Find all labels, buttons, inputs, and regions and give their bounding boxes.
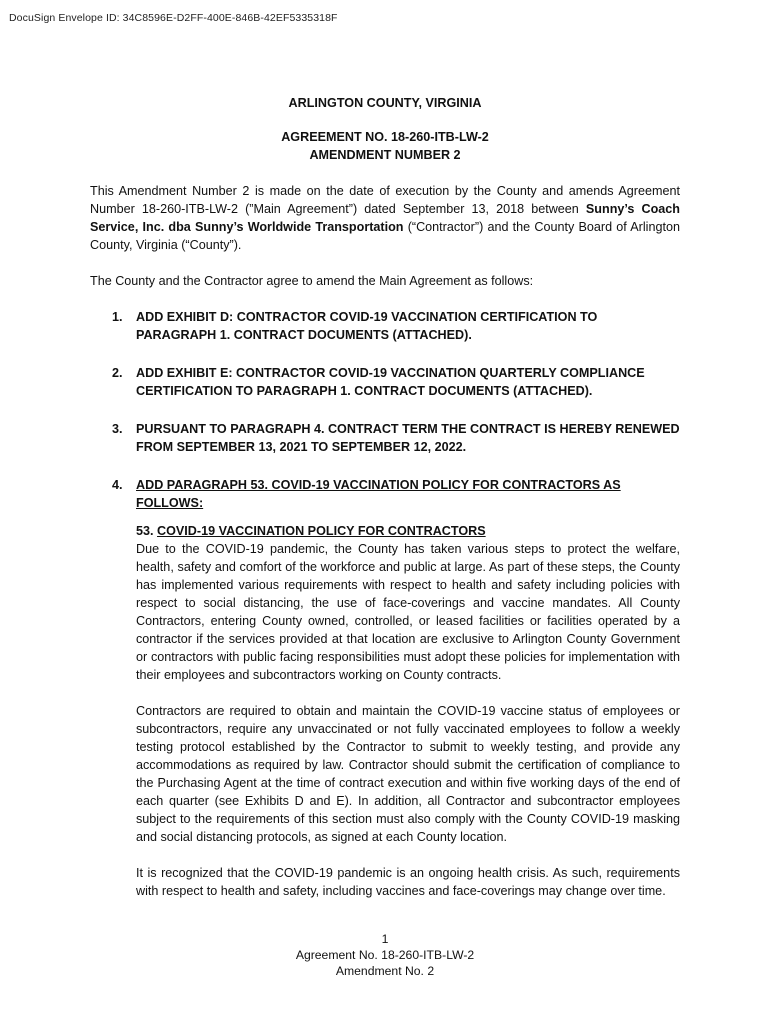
agreement-number-heading: AGREEMENT NO. 18-260-ITB-LW-2 [281, 130, 489, 144]
section-53-paragraph-2: Contractors are required to obtain and maintain the COVID-19 vaccine status of employees or subcontractors, require any unvaccinated or not fully vaccinated employees to follow a weekly testing protocol established by the Contractor to submit to weekly testing, and provide any accommodations as required by law. Contractor should submit the certification of compliance to the Purchasing Agent at the time of contract execution and within five working days of the end of each quarter (see Exhibits D and E). In addition, all Contractor and subcontractor employees subject to the requirements of this section must also comply with the County COVID-19 masking and social distancing protocols, as signed at each County location. [136, 704, 680, 844]
section-53 [136, 522, 680, 900]
document-body [90, 94, 680, 918]
amendment-item-4 [90, 476, 680, 512]
page-footer [0, 931, 770, 979]
section-title-text: COVID-19 VACCINATION POLICY FOR CONTRACTORS [157, 524, 486, 538]
section-number: 53. [136, 524, 154, 538]
footer-agreement: Agreement No. 18-260-ITB-LW-2 [295, 948, 475, 962]
section-53-paragraph-3: It is recognized that the COVID-19 pandemic is an ongoing health crisis. As such, requirements with respect to health and safety, including vaccines and face-coverings may change over time. [136, 866, 680, 898]
item-number: 2. [112, 366, 123, 380]
item-number: 1. [112, 310, 123, 324]
envelope-id: DocuSign Envelope ID: 34C8596E-D2FF-400E-846B-42EF5335318F [9, 12, 338, 24]
page-number: 1 [381, 932, 389, 946]
footer-amendment: Amendment No. 2 [335, 964, 435, 978]
amendment-number-heading: AMENDMENT NUMBER 2 [309, 148, 461, 162]
item-number: 3. [112, 422, 123, 436]
item-text: ADD PARAGRAPH 53. COVID-19 VACCINATION POLICY FOR CONTRACTORS AS FOLLOWS: [136, 478, 621, 510]
item-text: PURSUANT TO PARAGRAPH 4. CONTRACT TERM THE CONTRACT IS HEREBY RENEWED FROM SEPTEMBER 13, 2021 TO SEPTEMBER 12, 2022. [136, 422, 680, 454]
agree-statement: The County and the Contractor agree to amend the Main Agreement as follows: [90, 274, 534, 288]
item-text: ADD EXHIBIT E: CONTRACTOR COVID-19 VACCINATION QUARTERLY COMPLIANCE CERTIFICATION TO PARAGRAPH 1. CONTRACT DOCUMENTS (ATTACHED). [136, 366, 645, 398]
section-53-title [136, 522, 680, 540]
section-53-paragraph-1: Due to the COVID-19 pandemic, the County has taken various steps to protect the welfare, health, safety and comfort of the workforce and public at large. As part of these steps, the County has implemented various requirements with respect to health and safety including policies with respect to social distancing, the use of face-coverings and vaccine mandates. All County Contractors, entering County owned, controlled, or leased facilities or facilities operated by a contractor if the services provided at that location are exclusive to Arlington County Government or contractors with public facing responsibilities must adopt these policies for implementation with their employees and subcontractors working on County contracts. [136, 542, 680, 682]
amendment-items [90, 308, 680, 512]
amendment-item-1 [90, 308, 680, 344]
item-number: 4. [112, 478, 123, 492]
item-text: ADD EXHIBIT D: CONTRACTOR COVID-19 VACCINATION CERTIFICATION TO PARAGRAPH 1. CONTRACT DOCUMENTS (ATTACHED). [136, 310, 598, 342]
intro-text-start: This Amendment Number 2 is made on the date of execution by the County and amends Agreement Number 18-260-ITB-LW-2 (”Main Agreement”) dated September 13, 2018 between [90, 184, 680, 216]
intro-text-end: (“Contractor”) and the County Board of Arlington County, Virginia (“County”). [90, 220, 680, 252]
amendment-item-2 [90, 364, 680, 400]
contractor-name: Sunny’s Coach Service, Inc. dba Sunny’s Worldwide Transportation [90, 202, 680, 234]
county-heading: ARLINGTON COUNTY, VIRGINIA [288, 96, 482, 110]
amendment-item-3 [90, 420, 680, 456]
intro-paragraph [90, 182, 680, 254]
